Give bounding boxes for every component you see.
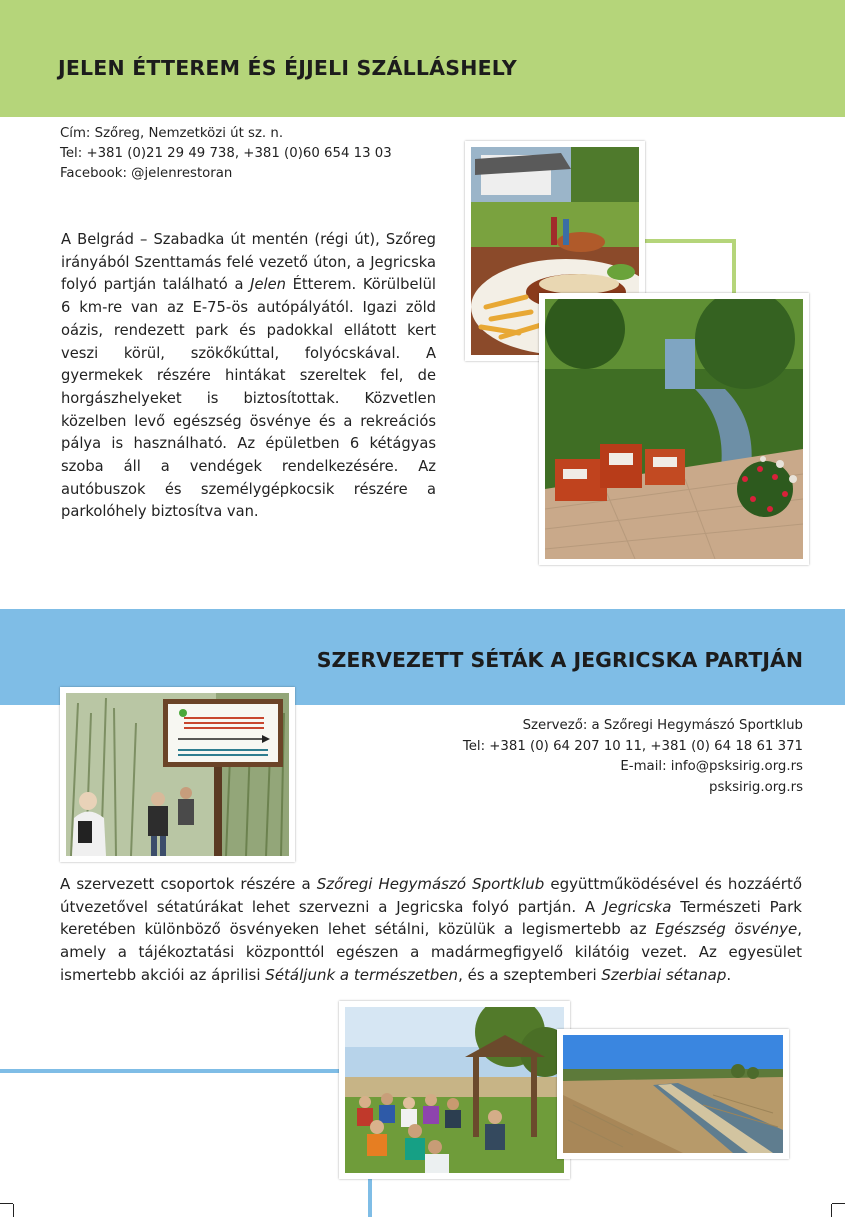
- phone-line: Tel: +381 (0) 64 207 10 11, +381 (0) 64 18 61 371: [462, 738, 803, 754]
- section-title: JELEN ÉTTEREM ÉS ÉJJELI SZÁLLÁSHELY: [58, 56, 517, 80]
- garden-photo-image: [545, 299, 803, 559]
- contact-block: [463, 716, 803, 798]
- crop-mark: [13, 1204, 14, 1217]
- organizer-line: Szervező: a Szőregi Hegymászó Sportklub: [522, 718, 803, 733]
- river-photo: [557, 1029, 789, 1159]
- description: [60, 873, 802, 987]
- emphasis: Jelen: [250, 276, 286, 294]
- accent-line: [732, 239, 736, 299]
- crop-mark: [831, 1204, 832, 1217]
- text: A Belgrád – Szabadka út mentén (régi út), Szőreg irányából Szenttamás felé vezető úton, a Jegricska folyó partján található a: [61, 231, 436, 294]
- group-photo: [339, 1001, 570, 1179]
- text: együttműködésével és hozzáértő útvezetővel sétatúrákat lehet szervezni a Jegricska folyó partján. A: [60, 875, 803, 916]
- accent-line: [0, 1069, 350, 1073]
- text: , amely a tájékoztatási központtól egészen a madármegfigyelő kilátóig vezet. Az egyesület ismertebb akciói az áprilisi: [60, 920, 802, 984]
- emphasis: Egészség ösvénye: [655, 920, 798, 939]
- group-photo-image: [345, 1007, 564, 1173]
- website-line: psksirig.org.rs: [709, 779, 803, 795]
- text: .: [726, 965, 732, 984]
- facebook-line: Facebook: @jelenrestoran: [60, 166, 233, 181]
- text: Természeti Park keretében különböző ösvényeken lehet sétálni, közülük a legismertebb az: [60, 897, 802, 939]
- emphasis: Szerbiai sétanap: [601, 965, 727, 984]
- river-photo-image: [563, 1035, 783, 1153]
- text: Étterem. Körülbelül 6 km-re van az E-75-ös autópályától. Igazi zöld oázis, rendezett park és padokkal ellátott kert veszi körül, szökőkúttal, folyócskával. A gyermekek részére hintákat szereltek fel, de horgászhelyeket is biztosítottak. Közvetlen közelben levő egészség ösvénye és a rekreációs pálya is használható. Az épületben 6 kétágyas szoba áll a vendégek rendelkezésére. Az autóbuszok és személygépkocsik részére a parkolóhely biztosítva van.: [61, 276, 437, 521]
- description: [61, 229, 436, 524]
- text: A szervezett csoportok részére a: [60, 875, 317, 893]
- emphasis: Jegricska: [603, 897, 672, 916]
- emphasis: Sétáljunk a természetben: [265, 965, 459, 984]
- text: , és a szeptemberi: [458, 965, 602, 984]
- crop-mark: [832, 1203, 845, 1204]
- phone-line: Tel: +381 (0)21 29 49 738, +381 (0)60 654 13 03: [60, 146, 392, 161]
- garden-photo: [539, 293, 809, 565]
- emphasis: Szőregi Hegymászó Sportklub: [316, 875, 545, 893]
- contact-block: [60, 124, 392, 184]
- email-line: E-mail: info@psksirig.org.rs: [620, 759, 803, 774]
- accent-line: [640, 239, 736, 243]
- trail-photo: [60, 687, 295, 862]
- address-line: Cím: Szőreg, Nemzetközi út sz. n.: [60, 126, 284, 141]
- crop-mark: [0, 1203, 13, 1204]
- section-title: SZERVEZETT SÉTÁK A JEGRICSKA PARTJÁN: [316, 648, 803, 672]
- trail-photo-image: [66, 693, 289, 856]
